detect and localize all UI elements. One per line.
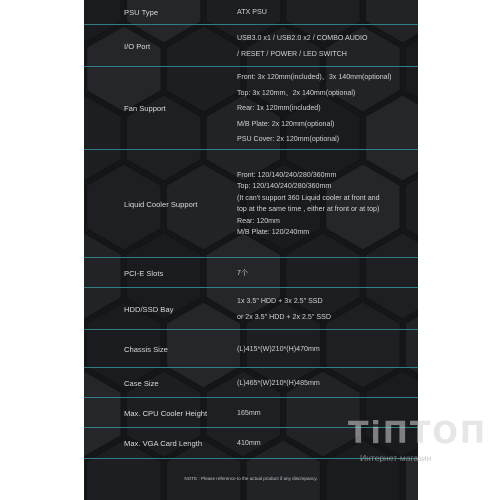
spec-row-pcie-slots (84, 258, 418, 288)
watermark-subtitle: Интернет-магазин (360, 453, 432, 463)
spec-value: Rear: 1x 120mm(included) (237, 104, 321, 112)
spec-value: 1x 3.5" HDD + 3x 2.5" SSD (237, 296, 323, 305)
spec-value: M/B Plate: 2x 120mm(optional) (237, 119, 335, 128)
spec-value: USB3.0 x1 / USB2.0 x2 / COMBO AUDIO (237, 33, 368, 42)
spec-label: Case Size (124, 378, 159, 388)
spec-value: Top: 120/140/240/280/360mm (237, 182, 332, 191)
spec-label: Max. VGA Card Length (124, 439, 203, 448)
spec-value: Rear: 120mm (237, 216, 280, 225)
spec-value: (It can't support 360 Liquid cooler at front and (237, 193, 380, 202)
spec-row-liquid-cooler-support (84, 150, 418, 258)
spec-value: / RESET / POWER / LED SWITCH (237, 49, 347, 58)
spec-value: Front: 3x 120mm(included)、3x 140mm(optional) (237, 73, 392, 81)
spec-label: PCI-E Slots (124, 268, 164, 278)
spec-label: Liquid Cooler Support (124, 199, 198, 209)
watermark-logo-text: TiПTOП (348, 416, 487, 451)
spec-value: top at the same time , either at front or at top) (237, 205, 380, 214)
spec-row-psu-type (84, 0, 418, 25)
spec-value: (L)415*(W)210*(H)470mm (237, 344, 320, 353)
spec-value: 410mm (237, 439, 261, 447)
store-watermark (348, 416, 487, 466)
spec-row-io-port (84, 25, 418, 67)
spec-label: PSU Type (124, 8, 159, 17)
spec-value: PSU Cover: 2x 120mm(optional) (237, 135, 340, 143)
spec-row-fan-support (84, 67, 418, 150)
spec-value: or 2x 3.5" HDD + 2x 2.5" SSD (237, 312, 331, 321)
spec-label: Max. CPU Cooler Height (124, 408, 208, 418)
spec-value: Top: 3x 120mm、2x 140mm(optional) (237, 88, 356, 97)
spec-value: (L)465*(W)210*(H)485mm (237, 378, 320, 387)
spec-row-hdd-ssd-bay (84, 288, 418, 330)
spec-value: Front: 120/140/240/280/360mm (237, 170, 337, 179)
spec-label: I/O Port (124, 41, 151, 51)
disclaimer-note: NOTE : Please reference to the actual product if any discrepancy. (184, 476, 318, 481)
spec-value: 7个 (237, 268, 249, 277)
spec-label: Fan Support (124, 104, 166, 113)
spec-value: M/B Plate: 120/240mm (237, 228, 310, 237)
spec-row-case-size (84, 368, 418, 398)
spec-label: Chassis Size (124, 344, 168, 354)
spec-label: HDD/SSD Bay (124, 304, 174, 314)
spec-row-chassis-size (84, 330, 418, 368)
spec-value: ATX PSU (237, 8, 267, 16)
spec-value: 165mm (237, 408, 261, 417)
